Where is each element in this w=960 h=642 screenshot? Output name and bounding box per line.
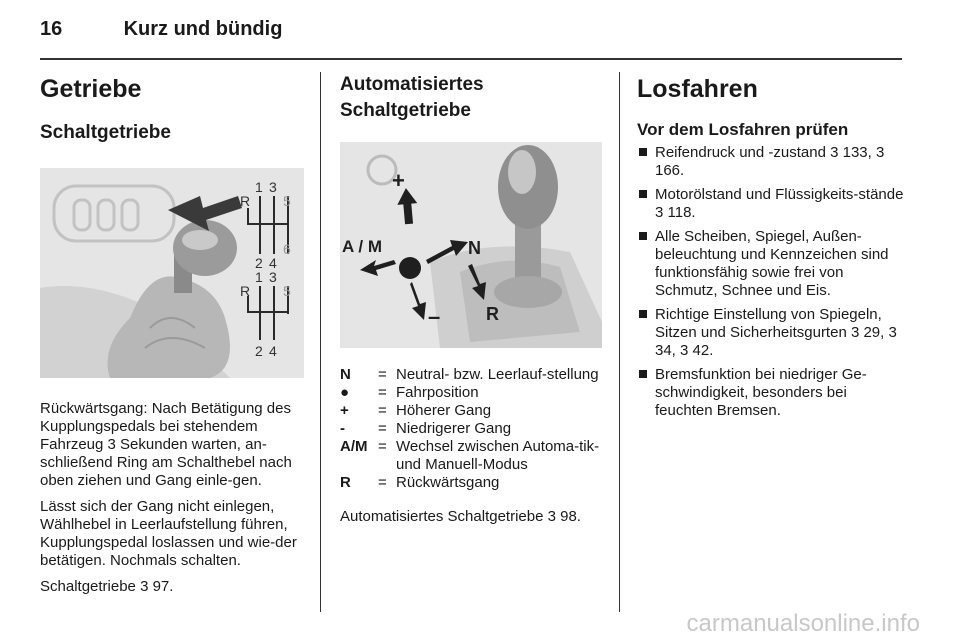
legend-row [340,474,605,492]
bullet-square-icon [639,370,647,378]
legend-text: Rückwärtsgang [396,474,500,491]
page-number: 16 [40,18,63,40]
gate1-label-4: 4 [269,255,277,271]
gate2-label-3: 3 [269,269,277,285]
gate2-label-1: 1 [255,269,263,285]
legend-equals: = [378,402,387,419]
page-header [40,18,282,41]
legend-row [340,420,605,438]
legend-text: Niedrigerer Gang [396,420,512,437]
list-item: Bremsfunktion bei niedriger Ge-schwindigkeit, besonders bei feuchten Bremsen. [637,366,905,420]
gate1-label-5: 5 [283,193,291,209]
legend-symbol: R [340,474,351,491]
legend-symbol: N [340,366,351,383]
subheading-automated-gearbox: Automatisiertes Schaltgetriebe [340,74,484,121]
legend-text: Neutral- bzw. Leerlauf-stellung [396,366,599,383]
gate1-label-3: 3 [269,179,277,195]
legend-row [340,384,605,402]
gate2-label-4: 4 [269,343,277,359]
reference-manual-gearbox: Schaltgetriebe 3 97. [40,578,174,595]
legend-equals: = [378,384,387,401]
reference-automated-gearbox: Automatisiertes Schaltgetriebe 3 98. [340,508,581,525]
paragraph-gear-not-engaging: Lässt sich der Gang nicht einlegen, Wählhebel in Leerlaufstellung führen, Kupplungspedal loslassen und wie-der betätigen. Nochmals schalten. [40,498,297,569]
legend-row [340,438,605,474]
legend-row [340,402,605,420]
legend-equals: = [378,474,387,491]
subheading-checks-before-driving: Vor dem Losfahren prüfen [637,120,849,139]
column-starting-off [637,72,905,426]
legend-row [340,366,605,384]
fig-label-n: N [468,238,481,258]
paragraph-reverse-gear: Rückwärtsgang: Nach Betätigung des Kupplungspedals bei stehendem Fahrzeug 3 Sekunden warten, an-schließend Ring am Schalthebel nach oben ziehen und Gang einle-gen. [40,400,292,489]
fig-label-r: R [486,304,499,324]
legend-text: Wechsel zwischen Automa-tik- und Manuell-Modus [396,438,600,473]
legend-equals: = [378,438,387,455]
list-item: Reifendruck und -zustand 3 133, 3 166. [637,144,905,180]
column-divider-1 [320,72,321,612]
legend-equals: = [378,366,387,383]
gate2-label-5: 5 [283,283,291,299]
fig-label-am: A / M [342,237,382,256]
subheading-schaltgetriebe: Schaltgetriebe [40,122,171,143]
list-item: Richtige Einstellung von Spiegeln, Sitzen und Sicherheitsgurten 3 29, 3 34, 3 42. [637,306,905,360]
legend-equals: = [378,420,387,437]
checklist [637,144,905,420]
bullet-square-icon [639,232,647,240]
legend-symbol: + [340,402,349,419]
automated-gearbox-figure [340,142,602,348]
legend-table [340,366,605,492]
legend-text: Fahrposition [396,384,479,401]
fig-label-plus: + [392,168,405,193]
header-rule [40,58,902,60]
bullet-square-icon [639,148,647,156]
legend-text: Höherer Gang [396,402,492,419]
list-item: Motorölstand und Flüssigkeits-stände 3 118. [637,186,905,222]
gate1-label-2: 2 [255,255,263,271]
bullet-square-icon [639,190,647,198]
manual-gearbox-figure [40,168,304,378]
list-item: Alle Scheiben, Spiegel, Außen-beleuchtung und Kennzeichen sind funktionsfähig sowie frei von Schmutz, Schnee und Eis. [637,228,905,300]
gate1-label-1: 1 [255,179,263,195]
column-manual-gearbox [40,72,306,596]
legend-symbol: A/M [340,438,368,455]
legend-symbol: ● [340,384,350,401]
legend-symbol: - [340,420,345,437]
gate1-label-r: R [240,193,251,209]
section-heading-losfahren: Losfahren [637,75,758,103]
page-title: Kurz und bündig [123,18,283,40]
column-automated-gearbox [340,72,605,526]
gate2-label-r: R [240,283,251,299]
fig-label-minus: – [428,304,441,329]
column-divider-2 [619,72,620,612]
bullet-square-icon [639,310,647,318]
section-heading-getriebe: Getriebe [40,75,142,103]
watermark: carmanualsonline.info [686,610,920,637]
gate2-label-2: 2 [255,343,263,359]
gate1-label-6: 6 [283,241,291,257]
